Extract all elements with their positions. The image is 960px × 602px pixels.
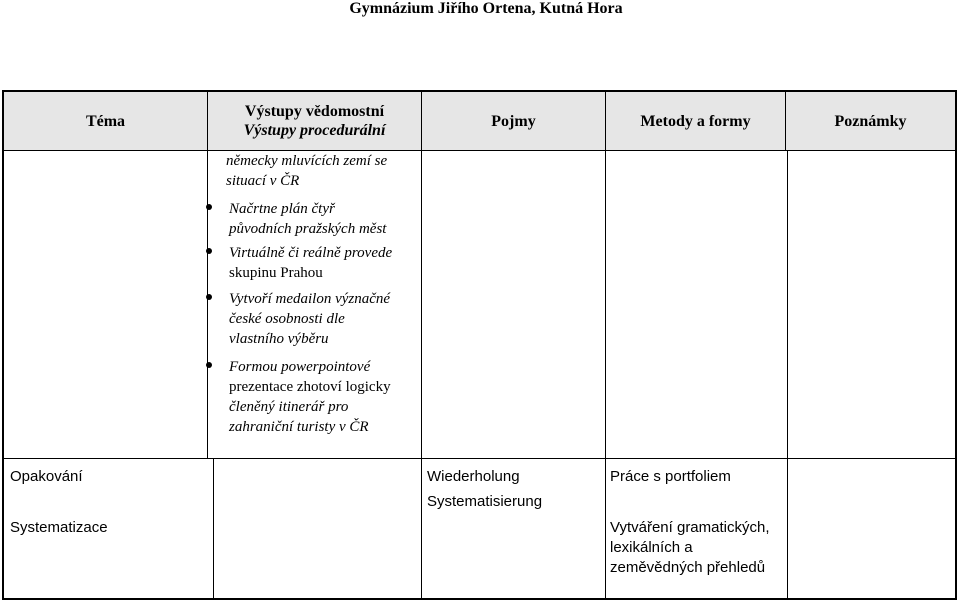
header-poznamky-label: Poznámky xyxy=(834,112,907,130)
row-divider xyxy=(4,458,955,459)
pojmy-systematisierung: Systematisierung xyxy=(427,493,543,510)
list-item-text: zahraniční turisty v ČR xyxy=(229,419,369,435)
metody-prehledy-line3: zeměvědných přehledů xyxy=(610,559,766,576)
list-item-text: Načrtne plán čtyř xyxy=(229,201,335,217)
row-divider xyxy=(4,150,955,151)
list-item-text: skupinu Prahou xyxy=(229,265,323,281)
header-poznamky xyxy=(786,92,955,150)
list-item-text: vlastního výběru xyxy=(229,331,329,347)
header-tema-label: Téma xyxy=(85,112,126,130)
tema-opakovani: Opakování xyxy=(10,468,83,485)
list-item-text: prezentace zhotoví logicky xyxy=(229,379,391,395)
list-item-text: Virtuálně či reálně provede xyxy=(229,245,393,261)
column-divider xyxy=(213,458,214,600)
header-vystupy xyxy=(208,92,421,150)
list-item-text: původních pražských měst xyxy=(229,221,387,237)
list-item-text: členěný itinerář pro xyxy=(229,399,349,415)
header-vystupy-proceduralni: Výstupy procedurální xyxy=(243,122,386,139)
bullet-icon xyxy=(206,204,212,210)
outcome-intro-line1: německy mluvících zemí se xyxy=(226,153,388,169)
header-vystupy-vedomostni: Výstupy vědomostní xyxy=(244,103,385,120)
header-pojmy-label: Pojmy xyxy=(491,112,536,130)
list-item-text: Vytvoří medailon význačné xyxy=(229,291,391,307)
header-metody-label: Metody a formy xyxy=(640,112,751,130)
bullet-icon xyxy=(206,362,212,368)
bullet-icon xyxy=(206,248,212,254)
metody-prehledy-line2: lexikálních a xyxy=(610,539,693,556)
pojmy-wiederholung: Wiederholung xyxy=(427,468,520,485)
metody-portfolio: Práce s portfoliem xyxy=(610,468,731,485)
column-divider xyxy=(787,150,788,600)
header-pojmy xyxy=(422,92,605,150)
header-tema xyxy=(4,92,207,150)
curriculum-table xyxy=(2,90,957,600)
metody-prehledy-line1: Vytváření gramatických, xyxy=(610,519,770,536)
document-title: Gymnázium Jiřího Ortena, Kutná Hora xyxy=(349,0,623,17)
column-divider xyxy=(605,92,606,600)
header-metody xyxy=(606,92,785,150)
list-item-text: Formou powerpointové xyxy=(229,359,371,375)
outcome-intro-line2: situací v ČR xyxy=(226,173,300,189)
tema-systematizace: Systematizace xyxy=(10,519,108,536)
column-divider xyxy=(421,92,422,600)
bullet-icon xyxy=(206,294,212,300)
list-item-text: české osobnosti dle xyxy=(229,311,345,327)
